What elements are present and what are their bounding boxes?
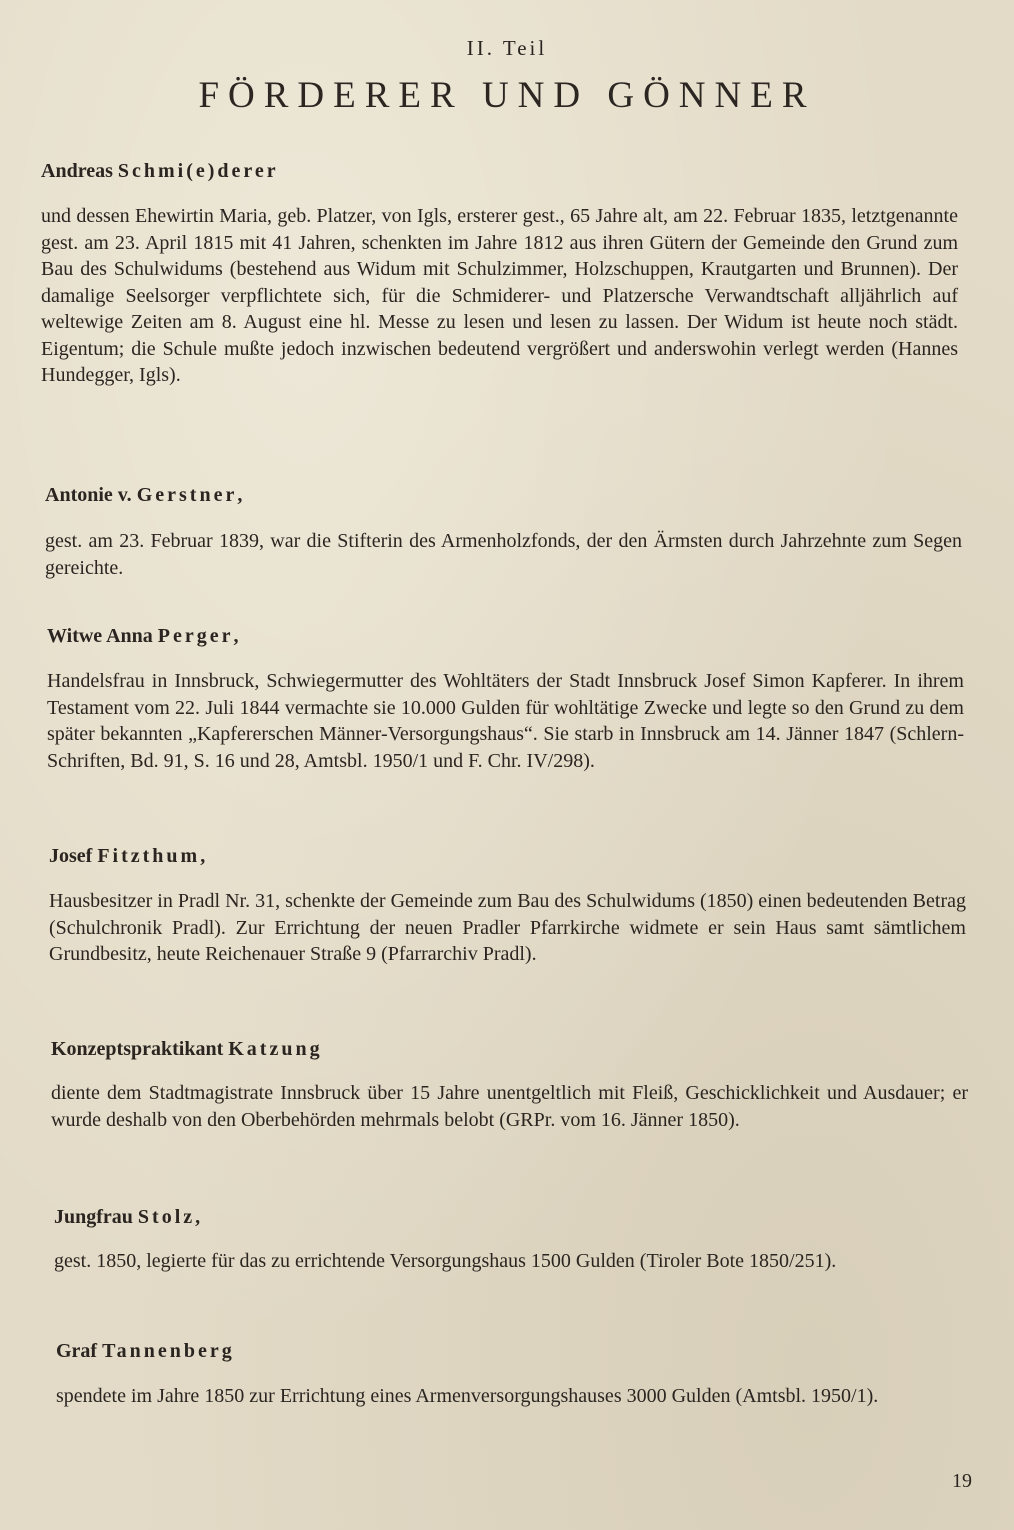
- entry-name-schmiederer: [41, 160, 279, 183]
- entry-name-prefix: Witwe Anna: [47, 625, 158, 647]
- entry-text-tannenberg: spendete im Jahre 1850 zur Errichtung eines Armenversorgungshauses 3000 Gulden (Amtsbl. 1950/1).: [56, 1385, 879, 1407]
- entry-name-suffix: ,: [233, 625, 239, 647]
- entry-text-perger: Handelsfrau in Innsbruck, Schwiegermutter des Wohltäters der Stadt Innsbruck Josef Simon Kapferer. In ihrem Testament vom 22. Juli 1844 vermachte sie 10.000 Gulden für wohltätige Zwecke und legte so den Grund zu dem später bekannten „Kapfererschen Männer-Versorgungshaus“. Sie starb in Innsbruck am 14. Jänner 1847 (Schlern-Schriften, Bd. 91, S. 16 und 28, Amtsbl. 1950/1 und F. Chr. IV/298).: [47, 670, 964, 772]
- entry-text-fitzthum: Hausbesitzer in Pradl Nr. 31, schenkte der Gemeinde zum Bau des Schulwidums (1850) einen bedeutenden Betrag (Schulchronik Pradl). Zur Errichtung der neuen Pradler Pfarrkirche widmete er sein Haus samt sämtlichem Grundbesitz, heute Reichenauer Straße 9 (Pfarrarchiv Pradl).: [49, 890, 966, 965]
- entry-name-katzung: [51, 1038, 323, 1061]
- entry-name-prefix: Josef: [49, 845, 98, 867]
- entry-name-spaced: Stolz: [137, 1206, 196, 1228]
- entry-name-prefix: Konzeptspraktikant: [51, 1038, 229, 1060]
- entry-text-gerstner: gest. am 23. Februar 1839, war die Stifterin des Armenholzfonds, der den Ärmsten durch Jahrzehnte zum Segen gereichte.: [45, 530, 962, 579]
- entry-name-prefix: Jungfrau: [54, 1206, 138, 1228]
- entry-name-fitzthum: [49, 845, 205, 868]
- entry-name-spaced: Fitzthum: [97, 845, 201, 867]
- entry-name-gerstner: [45, 484, 242, 507]
- entry-name-tannenberg: [56, 1340, 235, 1363]
- part-heading: II. Teil: [466, 36, 548, 60]
- page-title: FÖRDERER UND GÖNNER: [198, 75, 816, 116]
- entry-name-spaced: Schmi(e)derer: [117, 160, 279, 182]
- entry-text-schmiederer: und dessen Ehewirtin Maria, geb. Platzer, von Igls, ersterer gest., 65 Jahre alt, am 22. Februar 1835, letztgenannte gest. am 23. April 1815 mit 41 Jahren, schenkten im Jahre 1812 aus ihren Gütern der Gemeinde den Grund zum Bau des Schulwidums (bestehend aus Widum mit Schulzimmer, Holzschuppen, Krautgarten und Brunnen). Der damalige Seelsorger verpflichtete sich, für die Schmiderer- und Platzersche Verwandtschaft alljährlich auf weltewige Zeiten am 8. August eine hl. Messe zu lesen und lesen zu lassen. Der Widum ist heute noch städt. Eigentum; die Schule mußte jedoch inzwischen bedeutend vergrößert und anderswohin verlegt werden (Hannes Hundegger, Igls).: [41, 205, 958, 386]
- entry-name-prefix: Andreas: [41, 160, 118, 182]
- page-number: 19: [952, 1470, 972, 1492]
- entry-name-suffix: ,: [237, 484, 243, 506]
- entry-name-prefix: Graf: [56, 1340, 103, 1362]
- entry-name-perger: [47, 625, 239, 648]
- entry-name-prefix: Antonie v.: [45, 484, 137, 506]
- entry-name-stolz: [54, 1206, 200, 1229]
- entry-name-spaced: Tannenberg: [102, 1340, 235, 1362]
- entry-name-spaced: Katzung: [228, 1038, 323, 1060]
- entry-text-katzung: diente dem Stadtmagistrate Innsbruck über 15 Jahre unentgeltlich mit Fleiß, Geschicklichkeit und Ausdauer; er wurde deshalb von den Oberbehörden mehrmals belobt (GRPr. vom 16. Jänner 1850).: [51, 1082, 968, 1131]
- entry-name-suffix: ,: [200, 845, 206, 867]
- entry-name-spaced: Perger: [157, 625, 234, 647]
- entry-name-spaced: Gerstner: [136, 484, 238, 506]
- entry-name-suffix: ,: [195, 1206, 201, 1228]
- entry-text-stolz: gest. 1850, legierte für das zu errichtende Versorgungshaus 1500 Gulden (Tiroler Bote 1850/251).: [54, 1250, 837, 1272]
